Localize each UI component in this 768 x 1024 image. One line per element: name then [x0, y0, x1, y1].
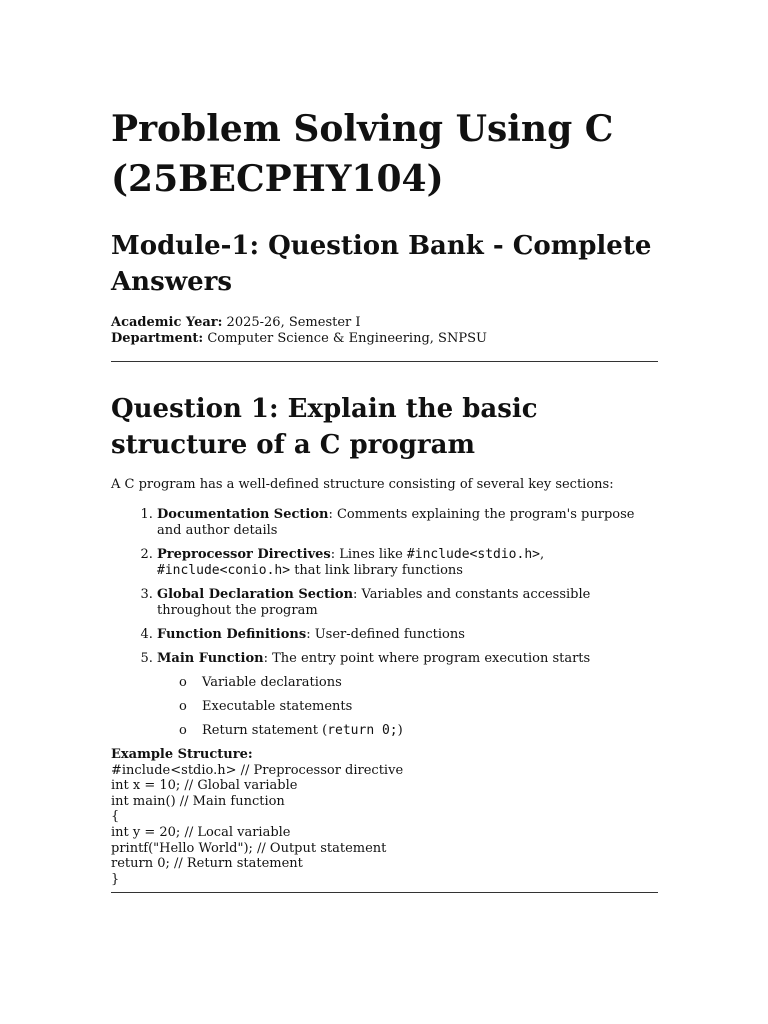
- divider-top: [111, 361, 658, 362]
- code-line: int x = 10; // Global variable: [111, 778, 298, 794]
- section-term: Documentation Section: [157, 507, 329, 522]
- section-desc: that link library functions: [290, 563, 463, 578]
- code-line: int main() // Main function: [111, 793, 285, 809]
- example-structure: [111, 747, 659, 887]
- inline-code: #include<conio.h>: [157, 563, 291, 578]
- question-1-heading: Question 1: Explain the basic structure of a C program: [111, 394, 538, 460]
- department-value: Computer Science & Engineering, SNPSU: [203, 331, 487, 346]
- list-item: [179, 699, 659, 715]
- document-content: [111, 104, 659, 893]
- bullet-marker: o: [179, 723, 187, 738]
- section-desc: : The entry point where program execution starts: [263, 651, 591, 666]
- bullet-marker: o: [179, 675, 187, 690]
- sub-item-text: Variable declarations: [202, 675, 342, 690]
- section-term: Preprocessor Directives: [157, 547, 331, 562]
- list-item: [157, 547, 659, 579]
- inline-code: #include<stdio.h>: [406, 547, 540, 562]
- section-term: Main Function: [157, 651, 264, 666]
- section-desc: : Lines like: [330, 547, 407, 562]
- program-sections-list: [111, 507, 659, 739]
- sub-item-text: Return statement (: [202, 723, 328, 738]
- list-item: [179, 723, 659, 739]
- document-title: Problem Solving Using C (25BECPHY104): [111, 108, 614, 200]
- section-desc: : Variables and constants accessible throughout the program: [157, 587, 591, 618]
- sub-item-text: Executable statements: [202, 699, 353, 714]
- academic-year-line: [111, 315, 659, 331]
- code-line: int y = 20; // Local variable: [111, 824, 291, 840]
- code-line: #include<stdio.h> // Preprocessor directive: [111, 762, 404, 778]
- academic-year-label: Academic Year:: [111, 315, 223, 330]
- code-line: }: [111, 871, 120, 887]
- list-item: [179, 675, 659, 691]
- code-line: {: [111, 809, 120, 825]
- sub-item-text: ): [397, 723, 403, 738]
- section-term: Function Definitions: [157, 627, 307, 642]
- list-item: [157, 627, 659, 643]
- section-desc: ,: [539, 547, 545, 562]
- question-1-intro: A C program has a well-defined structure consisting of several key sections:: [111, 477, 614, 492]
- divider-bottom: [111, 892, 658, 893]
- list-item: [157, 651, 659, 739]
- code-line: return 0; // Return statement: [111, 856, 303, 872]
- main-function-sublist: [157, 675, 659, 739]
- bullet-marker: o: [179, 699, 187, 714]
- list-item: [157, 587, 659, 619]
- department-label: Department:: [111, 331, 204, 346]
- inline-code: return 0;: [327, 723, 398, 738]
- department-line: [111, 331, 659, 347]
- document-meta: [111, 315, 659, 347]
- academic-year-value: 2025-26, Semester I: [222, 315, 361, 330]
- list-item: [157, 507, 659, 539]
- section-term: Global Declaration Section: [157, 587, 354, 602]
- section-desc: : User-defined functions: [306, 627, 465, 642]
- code-line: printf("Hello World"); // Output statement: [111, 840, 387, 856]
- module-title: Module-1: Question Bank - Complete Answers: [111, 231, 652, 297]
- section-desc: : Comments explaining the program's purpose and author details: [157, 507, 635, 538]
- example-label: Example Structure:: [111, 747, 253, 762]
